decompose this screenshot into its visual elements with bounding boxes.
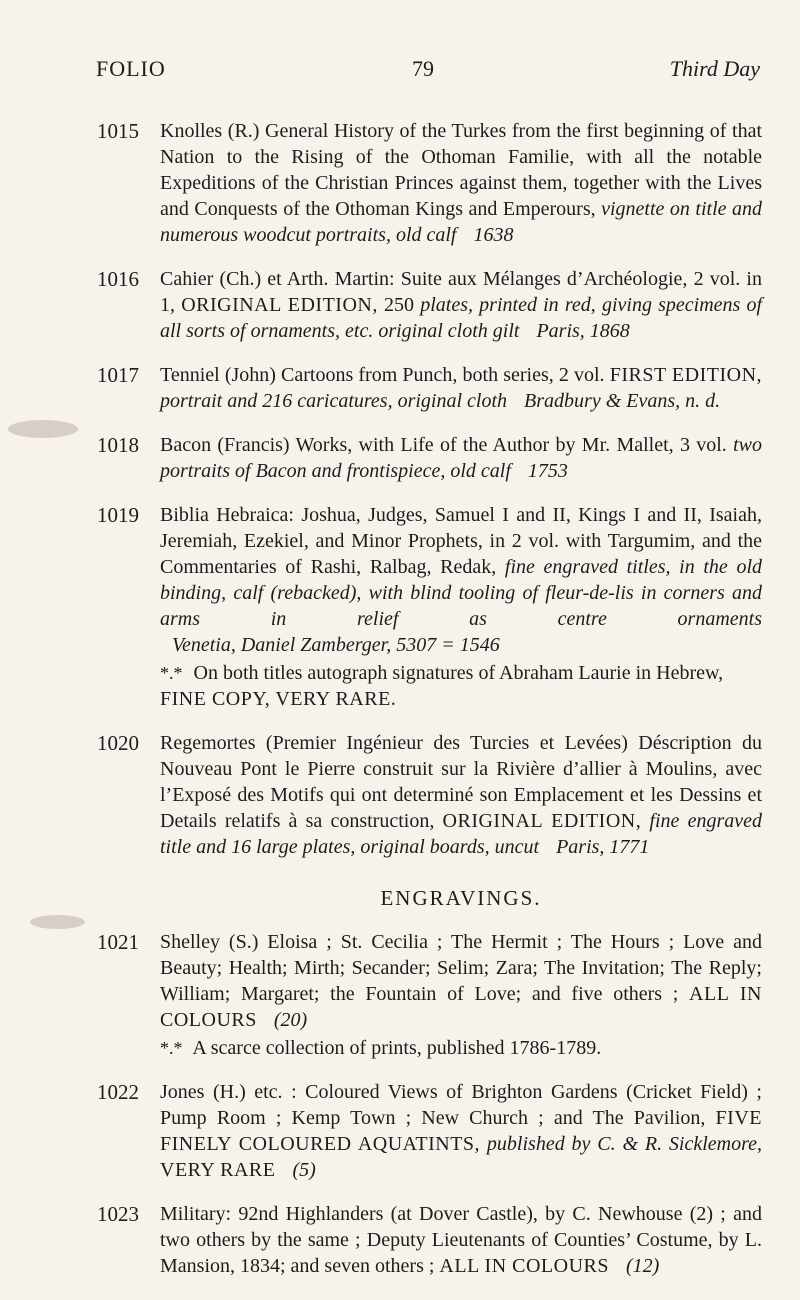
lot-imprint: Venetia, Daniel Zamberger, 5307 = 1546 bbox=[172, 634, 500, 656]
lot-entry bbox=[97, 730, 762, 860]
lot-text: Shelley (S.) Eloisa ; St. Cecilia ; The Hermit ; The Hours ; Love and Beauty; Health; Mirth; Secander; Selim; Zara; The Invitation; The Reply; William; Margaret; the Fountain of Love; and five others ; bbox=[160, 931, 762, 1005]
lot-text: Cahier (Ch.) et Arth. Martin: Suite aux Mélanges d’Archéologie, 2 vol. in 1, bbox=[160, 268, 762, 316]
page-header bbox=[96, 56, 760, 90]
lot-text: Jones (H.) etc. : Coloured Views of Brighton Gardens (Cricket Field) ; Pump Room ; Kemp Town ; New Church ; and The Pavilion, bbox=[160, 1081, 762, 1129]
lot-imprint: Paris, 1868 bbox=[536, 320, 630, 342]
paper-smudge bbox=[8, 420, 78, 438]
lot-description bbox=[160, 432, 762, 484]
lot-text: Tenniel (John) Cartoons from Punch, both series, 2 vol. bbox=[160, 364, 605, 386]
lot-imprint: Bradbury & Evans, n. d. bbox=[524, 390, 721, 412]
note-text: On both titles autograph signatures of Abraham Laurie in Hebrew, bbox=[193, 662, 724, 684]
lot-colour-note: ALL IN COLOURS bbox=[439, 1255, 609, 1277]
lot-details: two portraits of Bacon and frontispiece, old calf bbox=[160, 434, 762, 482]
lot-details: vignette on title and numerous woodcut portraits, old calf bbox=[160, 198, 762, 246]
lot-details: fine engraved titles, in the old binding, calf (rebacked), with blind tooling of fleur-de-lis in corners and arms in relief as centre ornaments bbox=[160, 556, 763, 630]
lot-text: Military: 92nd Highlanders (at Dover Castle), by C. Newhouse (2) ; and two others by the same ; Deputy Lieutenants of Counties’ Costume, by L. Mansion, 1834; and seven others ; bbox=[160, 1203, 762, 1277]
lot-entry bbox=[97, 502, 762, 712]
lot-details: plates, printed in red, giving specimens of all sorts of ornaments, etc. original cloth gilt bbox=[160, 294, 763, 342]
lot-entry bbox=[97, 1079, 762, 1183]
asterism-icon: *.* bbox=[160, 1038, 183, 1058]
lot-description bbox=[160, 118, 762, 248]
lot-imprint: Paris, 1771 bbox=[556, 836, 650, 858]
lot-text: Regemortes (Premier Ingénieur des Turcies et Levées) Déscription du Nouveau Pont le Pierre construit sur la Rivière d’allier à Moulins, avec l’Exposé des Motifs qui ont determiné son Emplacement et les Dessins et Details relatifs à sa construction, bbox=[160, 732, 762, 832]
paper-smudge bbox=[30, 915, 85, 929]
lot-colour-note: FIVE FINELY COLOURED AQUATINTS, bbox=[160, 1107, 762, 1155]
lot-number: 1017 bbox=[97, 363, 139, 387]
lot-number: 1015 bbox=[97, 119, 139, 143]
lot-imprint: 1753 bbox=[527, 460, 568, 482]
lot-description bbox=[160, 502, 762, 658]
lot-number: 1020 bbox=[97, 731, 139, 755]
lot-entry bbox=[97, 929, 762, 1061]
note-text: A scarce collection of prints, published 1786-1789. bbox=[192, 1037, 602, 1059]
lot-details: published by C. & R. Sicklemore, bbox=[486, 1133, 763, 1155]
lot-entry bbox=[97, 432, 762, 484]
lot-colour-note: ALL IN COLOURS bbox=[160, 983, 762, 1031]
lot-text: Biblia Hebraica: Joshua, Judges, Samuel I and II, Kings I and II, Isaiah, Jeremiah, Ezekiel, and Minor Prophets, in 2 vol. with Targumim, and the Commentaries of Rashi, Ralbag, Redak, bbox=[160, 504, 762, 578]
lot-entry bbox=[97, 118, 762, 248]
asterism-icon: *.* bbox=[160, 663, 183, 683]
header-day: Third Day bbox=[669, 56, 760, 81]
lot-text: Bacon (Francis) Works, with Life of the Author by Mr. Mallet, 3 vol. bbox=[160, 434, 727, 456]
header-folio: FOLIO bbox=[96, 56, 166, 81]
lot-description bbox=[160, 362, 762, 414]
lot-number: 1023 bbox=[97, 1202, 139, 1226]
lot-count: (5) bbox=[292, 1159, 316, 1181]
lot-count: (12) bbox=[626, 1255, 660, 1277]
lot-description bbox=[160, 730, 762, 860]
lot-rarity: VERY RARE bbox=[160, 1159, 276, 1181]
lot-entry bbox=[97, 362, 762, 414]
lot-description bbox=[160, 929, 762, 1033]
lot-details: portrait and 216 caricatures, original cloth bbox=[160, 390, 508, 412]
lot-edition: FIRST EDITION, bbox=[609, 364, 763, 386]
lot-entry bbox=[97, 1201, 762, 1279]
lot-note bbox=[160, 660, 762, 712]
lot-imprint: 1638 bbox=[473, 224, 514, 246]
lot-entry bbox=[97, 266, 762, 344]
lot-number: 1018 bbox=[97, 433, 139, 457]
lot-text-2: 250 bbox=[384, 294, 415, 316]
lot-number: 1021 bbox=[97, 930, 139, 954]
lot-number: 1019 bbox=[97, 503, 139, 527]
lot-text: Knolles (R.) General History of the Turkes from the first beginning of that Nation to the Rising of the Othoman Familie, with all the notable Expeditions of the Christian Princes against them, together with the Lives and Conquests of the Othoman Kings and Emperours, bbox=[160, 120, 762, 220]
lot-description bbox=[160, 1201, 762, 1279]
lot-note bbox=[160, 1035, 762, 1061]
lot-description bbox=[160, 1079, 762, 1183]
lot-count: (20) bbox=[273, 1009, 308, 1031]
note-emphasis: FINE COPY, VERY RARE. bbox=[160, 688, 397, 710]
page-number: 79 bbox=[412, 56, 434, 81]
lot-details: fine engraved title and 16 large plates, original boards, uncut bbox=[160, 810, 762, 858]
lot-description bbox=[160, 266, 762, 344]
lot-number: 1016 bbox=[97, 267, 139, 291]
lot-edition: ORIGINAL EDITION, bbox=[181, 294, 378, 316]
section-heading: ENGRAVINGS. bbox=[380, 886, 542, 910]
lot-list bbox=[97, 118, 762, 1297]
lot-edition: ORIGINAL EDITION, bbox=[442, 810, 642, 832]
lot-number: 1022 bbox=[97, 1080, 139, 1104]
